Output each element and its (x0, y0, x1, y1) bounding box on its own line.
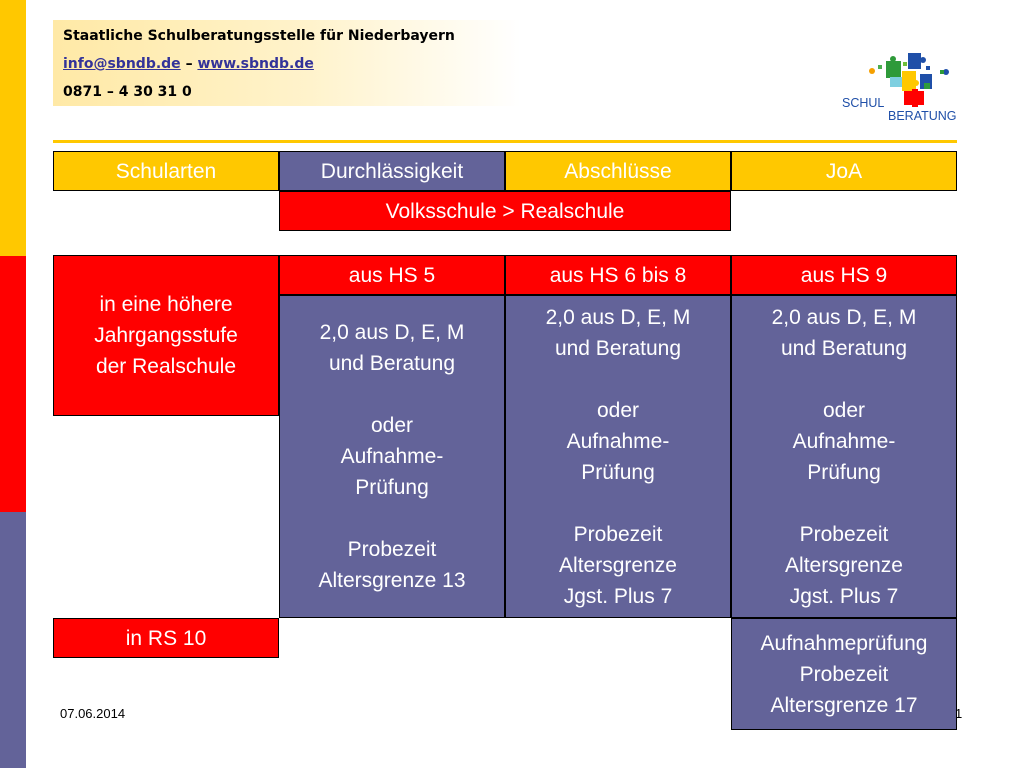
tab-durchlaessigkeit[interactable]: Durchlässigkeit (279, 151, 505, 191)
page-number: 1 (955, 706, 963, 721)
contact-header (53, 20, 521, 106)
sidebar-bar-purple (0, 512, 26, 768)
puzzle-pieces-logo (838, 48, 964, 126)
contact-links (63, 56, 314, 72)
row-label-higher-grade: in eine höhere Jahrgangsstufe der Realschule (53, 255, 279, 416)
sidebar-bar-red (0, 256, 26, 512)
requirements-cell-hs5: 2,0 aus D, E, M und Beratung oder Aufnahme- Prüfung Probezeit Altersgrenze 13 (279, 295, 505, 618)
link-separator: – (185, 56, 193, 72)
requirements-cell-hs6-8: 2,0 aus D, E, M und Beratung oder Aufnahme- Prüfung Probezeit Altersgrenze Jgst. Plus 7 (505, 295, 731, 618)
row-label-rs10: in RS 10 (53, 618, 279, 658)
organization-name: Staatliche Schulberatungsstelle für Niederbayern (63, 28, 455, 44)
email-link[interactable]: info@sbndb.de (63, 56, 181, 72)
tab-schularten[interactable]: Schularten (53, 151, 279, 191)
column-header-hs5: aus HS 5 (279, 255, 505, 295)
svg-text:SCHUL: SCHUL (842, 96, 885, 110)
tab-abschluesse[interactable]: Abschlüsse (505, 151, 731, 191)
website-link[interactable]: www.sbndb.de (197, 56, 314, 72)
requirements-cell-rs10: Aufnahmeprüfung Probezeit Altersgrenze 17 (731, 618, 957, 730)
footer-date: 07.06.2014 (60, 706, 126, 721)
sidebar-bar-yellow (0, 0, 26, 256)
subheader-volksschule-realschule: Volksschule > Realschule (279, 191, 731, 231)
phone-number: 0871 – 4 30 31 0 (63, 84, 192, 100)
column-header-hs6-8: aus HS 6 bis 8 (505, 255, 731, 295)
column-header-hs9: aus HS 9 (731, 255, 957, 295)
svg-text:BERATUNG: BERATUNG (888, 109, 957, 123)
tab-joa[interactable]: JoA (731, 151, 957, 191)
requirements-cell-hs9: 2,0 aus D, E, M und Beratung oder Aufnahme- Prüfung Probezeit Altersgrenze Jgst. Plus 7 (731, 295, 957, 618)
header-divider (53, 140, 957, 143)
